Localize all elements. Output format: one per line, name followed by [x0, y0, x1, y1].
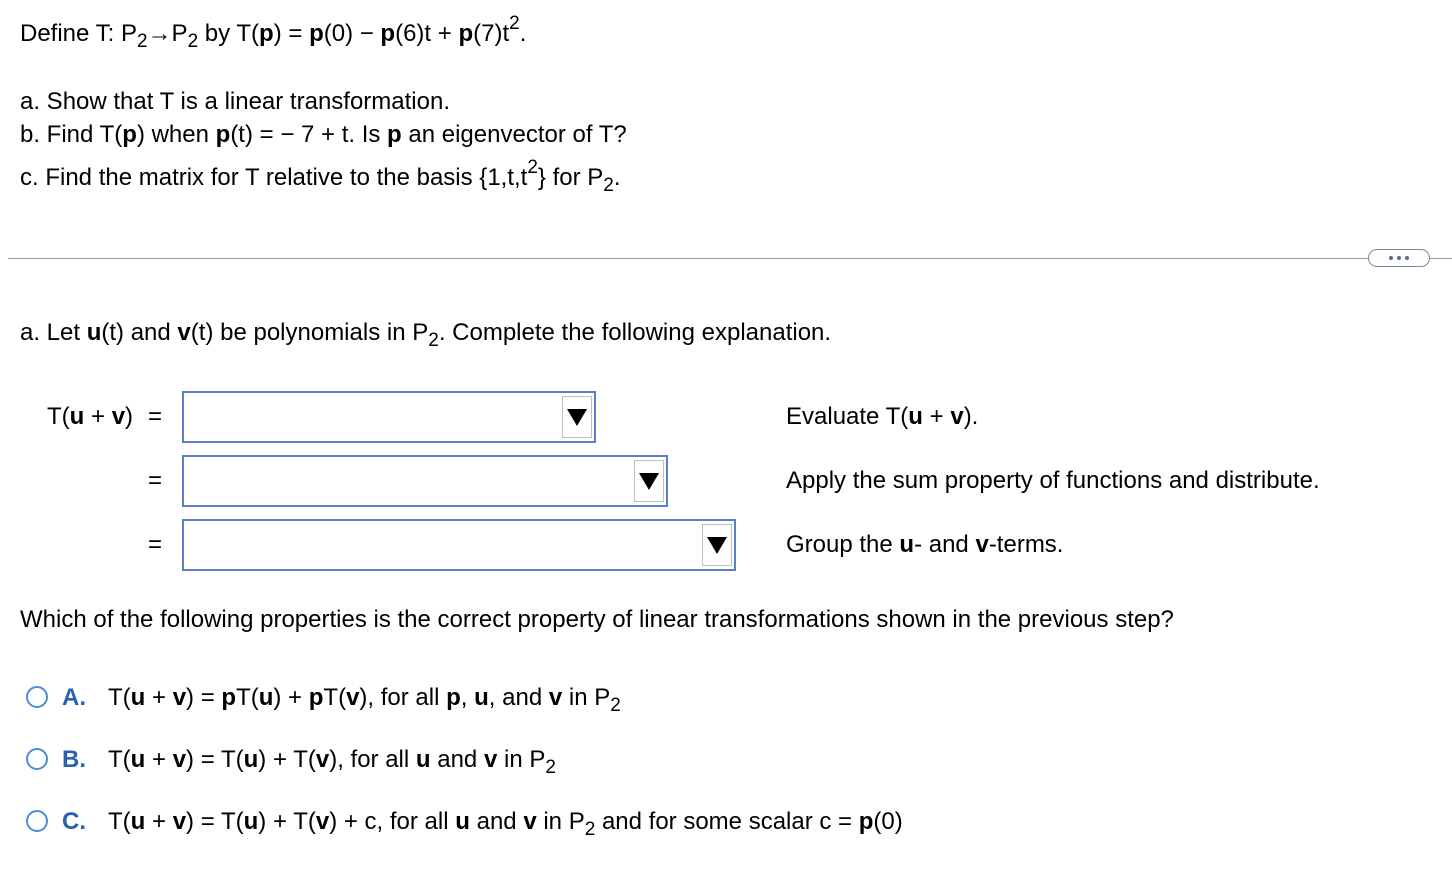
triangle-down-icon	[702, 524, 732, 566]
radio-circle-icon[interactable]	[26, 748, 48, 770]
option-c-text: T(u + v) = T(u) + T(v) + c, for all u and v in $P_2$ and for some scalar c = p(0)	[108, 808, 903, 840]
problem-part-b: b. Find T(p) when p(t) = − 7 + t. Is p an eigenvector of T?	[20, 121, 627, 148]
equals-sign: =	[148, 467, 163, 494]
part-a-intro: a. Let u(t) and v(t) be polynomials in $P_2$. Complete the following explanation.	[20, 319, 832, 351]
radio-circle-icon[interactable]	[26, 810, 48, 832]
step-2-explanation: Apply the sum property of functions and distribute.	[786, 467, 1320, 494]
equals-sign: =	[148, 403, 163, 430]
more-options-button[interactable]	[1368, 249, 1430, 267]
option-b-letter: B.	[62, 746, 86, 773]
equals-sign: =	[148, 531, 163, 558]
step-1-dropdown[interactable]	[182, 391, 596, 443]
section-divider	[8, 258, 1452, 259]
step-2-dropdown[interactable]	[182, 455, 668, 507]
arrow-icon: →	[147, 20, 172, 47]
property-question: Which of the following properties is the correct property of linear transformations shown in the previous step?	[20, 606, 1174, 633]
option-c-letter: C.	[62, 808, 86, 835]
triangle-down-icon	[562, 396, 592, 438]
problem-part-a: a. Show that T is a linear transformation.	[20, 88, 450, 115]
lhs-expression: T(u + v)	[47, 403, 134, 430]
triangle-down-icon	[634, 460, 664, 502]
ellipsis-icon	[1389, 256, 1393, 260]
problem-definition: Define T: $P_2\to P_2$ by $T(p) = p(0) - p(6)t + p(7)t^2$.	[20, 13, 527, 52]
step-1-explanation: Evaluate T(u + v).	[786, 403, 979, 430]
option-a-letter: A.	[62, 684, 86, 711]
option-a-text: T(u + v) = pT(u) + pT(v), for all p, u, and v in $P_2$	[108, 684, 621, 716]
step-3-dropdown[interactable]	[182, 519, 736, 571]
radio-circle-icon[interactable]	[26, 686, 48, 708]
option-b-text: T(u + v) = T(u) + T(v), for all u and v in $P_2$	[108, 746, 556, 778]
step-3-explanation: Group the u- and v-terms.	[786, 531, 1064, 558]
problem-part-c: c. Find the matrix for T relative to the basis $\{1,t,t^2\}$ for $P_2$.	[20, 157, 621, 196]
